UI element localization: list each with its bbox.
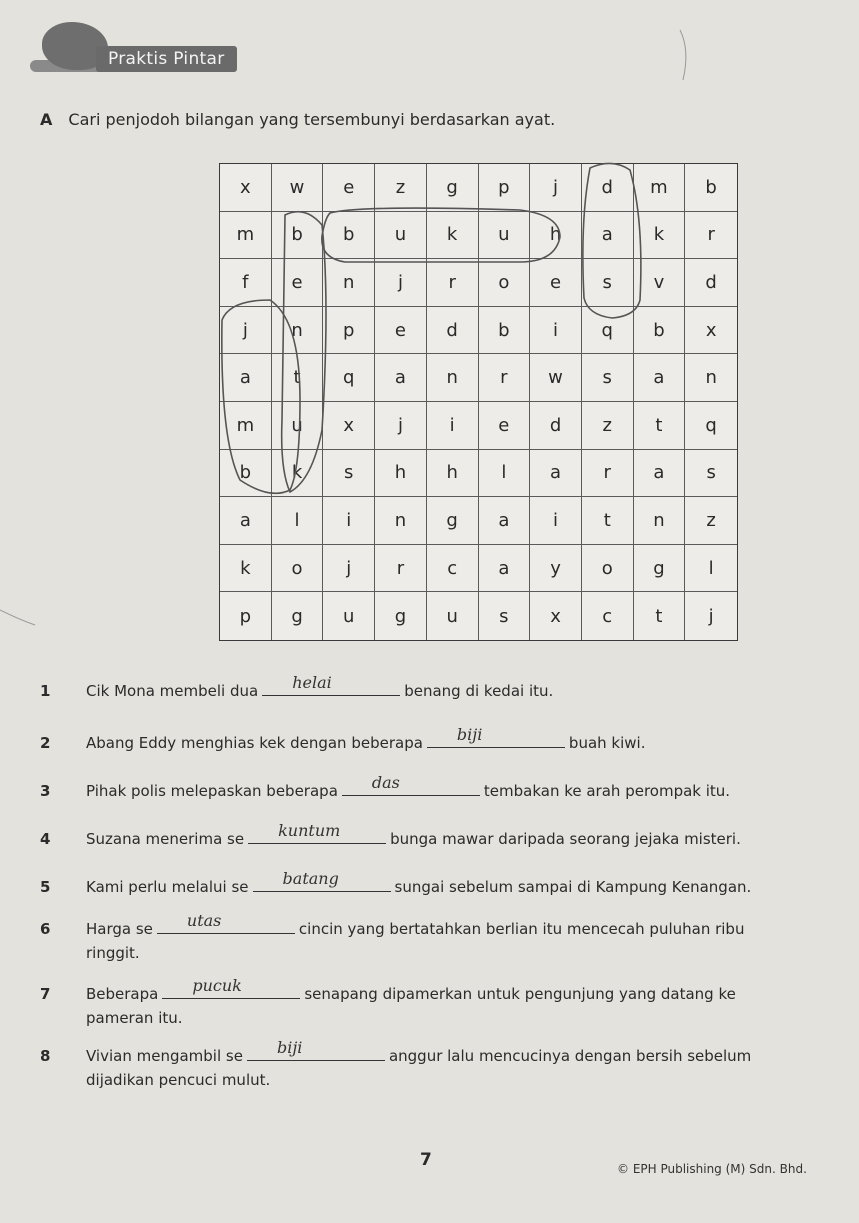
grid-cell[interactable]: a <box>220 497 272 545</box>
question-text-before: Pihak polis melepaskan beberapa <box>86 782 338 800</box>
grid-cell[interactable]: u <box>375 212 427 260</box>
page-corner-sketch <box>680 30 686 80</box>
handwritten-answer: utas <box>186 911 222 930</box>
grid-cell[interactable]: i <box>530 497 582 545</box>
answer-blank[interactable] <box>253 869 391 892</box>
question-3 <box>40 773 830 802</box>
handwritten-answer: das <box>371 773 400 792</box>
grid-cell[interactable]: u <box>479 212 531 260</box>
handwritten-answer: helai <box>292 673 332 692</box>
question-text-after: anggur lalu mencucinya dengan bersih sebelum <box>388 1047 752 1065</box>
grid-cell[interactable]: a <box>582 212 634 260</box>
grid-cell[interactable]: s <box>323 450 375 498</box>
question-text-before: Kami perlu melalui se <box>86 878 249 896</box>
question-text-after: buah kiwi. <box>568 734 646 752</box>
grid-cell[interactable]: s <box>582 259 634 307</box>
copyright-notice: © EPH Publishing (M) Sdn. Bhd. <box>617 1162 807 1176</box>
grid-cell[interactable]: u <box>272 402 324 450</box>
grid-cell[interactable]: l <box>685 545 737 593</box>
question-text-after: benang di kedai itu. <box>404 682 554 700</box>
grid-cell[interactable]: j <box>323 545 375 593</box>
grid-cell[interactable]: r <box>685 212 737 260</box>
grid-cell[interactable]: o <box>272 545 324 593</box>
grid-cell[interactable]: j <box>375 259 427 307</box>
grid-cell[interactable]: b <box>272 212 324 260</box>
question-text-continued: ringgit. <box>86 944 140 962</box>
grid-cell[interactable]: o <box>479 259 531 307</box>
question-text-after: cincin yang bertatahkan berlian itu mencecah puluhan ribu <box>298 920 745 938</box>
question-number: 5 <box>40 878 51 896</box>
grid-cell[interactable]: t <box>582 497 634 545</box>
question-6 <box>40 911 830 964</box>
grid-cell[interactable]: n <box>427 354 479 402</box>
grid-cell[interactable]: d <box>530 402 582 450</box>
grid-cell[interactable]: m <box>220 402 272 450</box>
question-5 <box>40 869 830 898</box>
section-letter: A <box>40 110 53 129</box>
grid-cell[interactable]: j <box>220 307 272 355</box>
question-number: 8 <box>40 1047 51 1065</box>
grid-cell[interactable]: i <box>427 402 479 450</box>
grid-cell[interactable]: u <box>323 592 375 640</box>
word-search-grid <box>219 163 738 641</box>
grid-cell[interactable]: v <box>634 259 686 307</box>
answer-blank[interactable] <box>342 773 480 796</box>
handwritten-answer: biji <box>276 1038 303 1057</box>
question-number: 2 <box>40 734 51 752</box>
question-8 <box>40 1038 830 1091</box>
grid-cell[interactable]: e <box>375 307 427 355</box>
grid-cell[interactable]: i <box>323 497 375 545</box>
answer-blank[interactable] <box>162 976 300 999</box>
handwritten-answer: pucuk <box>192 976 242 995</box>
grid-cell[interactable]: m <box>220 212 272 260</box>
grid-cell[interactable]: m <box>634 164 686 212</box>
page-left-sketch <box>0 610 35 625</box>
grid-cell[interactable]: g <box>427 164 479 212</box>
grid-cell[interactable]: r <box>375 545 427 593</box>
grid-cell[interactable]: a <box>530 450 582 498</box>
question-number: 6 <box>40 920 51 938</box>
grid-cell[interactable]: n <box>685 354 737 402</box>
grid-cell[interactable]: g <box>427 497 479 545</box>
grid-cell[interactable]: w <box>272 164 324 212</box>
grid-cell[interactable]: q <box>582 307 634 355</box>
grid-cell[interactable]: u <box>427 592 479 640</box>
grid-cell[interactable]: b <box>479 307 531 355</box>
grid-cell[interactable]: a <box>634 450 686 498</box>
answer-blank[interactable] <box>157 911 295 934</box>
praktis-pintar-badge: Praktis Pintar <box>96 46 237 72</box>
grid-cell[interactable]: p <box>323 307 375 355</box>
question-text-after: tembakan ke arah perompak itu. <box>483 782 731 800</box>
question-text-continued: dijadikan pencuci mulut. <box>86 1071 271 1089</box>
grid-cell[interactable]: s <box>685 450 737 498</box>
grid-cell[interactable]: p <box>220 592 272 640</box>
grid-cell[interactable]: x <box>323 402 375 450</box>
grid-cell[interactable]: p <box>479 164 531 212</box>
grid-cell[interactable]: a <box>375 354 427 402</box>
grid-cell[interactable]: o <box>582 545 634 593</box>
grid-cell[interactable]: b <box>634 307 686 355</box>
answer-blank[interactable] <box>247 1038 385 1061</box>
grid-cell[interactable]: b <box>220 450 272 498</box>
grid-cell[interactable]: x <box>530 592 582 640</box>
answer-blank[interactable] <box>262 673 400 696</box>
question-text-before: Vivian mengambil se <box>86 1047 243 1065</box>
grid-cell[interactable]: q <box>323 354 375 402</box>
question-text-before: Abang Eddy menghias kek dengan beberapa <box>86 734 423 752</box>
grid-cell[interactable]: g <box>375 592 427 640</box>
grid-cell[interactable]: q <box>685 402 737 450</box>
grid-cell[interactable]: z <box>582 402 634 450</box>
grid-cell[interactable]: t <box>634 402 686 450</box>
question-text-continued: pameran itu. <box>86 1009 183 1027</box>
question-text-after: bunga mawar daripada seorang jejaka misteri. <box>390 830 741 848</box>
grid-cell[interactable]: h <box>375 450 427 498</box>
question-1 <box>40 673 830 702</box>
grid-cell[interactable]: j <box>708 605 714 627</box>
grid-cell[interactable]: e <box>272 259 324 307</box>
grid-cell[interactable]: k <box>427 212 479 260</box>
grid-cell[interactable]: d <box>582 164 634 212</box>
question-text-after: senapang dipamerkan untuk pengunjung yang datang ke <box>304 985 736 1003</box>
grid-cell[interactable]: l <box>272 497 324 545</box>
grid-cell[interactable]: c <box>582 592 634 640</box>
question-number: 3 <box>40 782 51 800</box>
question-number: 1 <box>40 682 51 700</box>
grid-cell[interactable]: z <box>375 164 427 212</box>
question-2 <box>40 725 830 754</box>
grid-cell[interactable]: c <box>427 545 479 593</box>
grid-cell[interactable]: b <box>323 212 375 260</box>
question-7 <box>40 976 830 1029</box>
page-number: 7 <box>420 1150 432 1170</box>
grid-cell[interactable]: e <box>530 259 582 307</box>
question-text-before: Suzana menerima se <box>86 830 245 848</box>
grid-cell[interactable]: h <box>530 212 582 260</box>
grid-cell[interactable]: g <box>634 545 686 593</box>
grid-cell[interactable]: j <box>530 164 582 212</box>
question-number: 4 <box>40 830 51 848</box>
handwritten-answer: batang <box>282 869 339 888</box>
grid-cell[interactable]: h <box>427 450 479 498</box>
grid-cell[interactable]: s <box>479 592 531 640</box>
grid-cell[interactable]: n <box>272 307 324 355</box>
grid-cell[interactable]: y <box>530 545 582 593</box>
grid-cell[interactable]: a <box>479 497 531 545</box>
question-text-before: Cik Mona membeli dua <box>86 682 259 700</box>
grid-cell[interactable]: b <box>685 164 737 212</box>
answer-blank[interactable] <box>427 725 565 748</box>
grid-cell[interactable]: t <box>272 354 324 402</box>
question-number: 7 <box>40 985 51 1003</box>
grid-cell[interactable]: a <box>479 545 531 593</box>
question-text-after: sungai sebelum sampai di Kampung Kenangan. <box>394 878 752 896</box>
answer-blank[interactable] <box>248 821 386 844</box>
grid-cell[interactable]: n <box>323 259 375 307</box>
question-text-before: Beberapa <box>86 985 159 1003</box>
section-instruction: Cari penjodoh bilangan yang tersembunyi berdasarkan ayat. <box>68 110 556 129</box>
grid-cell[interactable]: k <box>220 545 272 593</box>
section-heading <box>40 110 555 129</box>
handwritten-answer: biji <box>456 725 483 744</box>
grid-cell[interactable]: k <box>272 450 324 498</box>
grid-cell[interactable]: r <box>582 450 634 498</box>
grid-cell[interactable]: x <box>220 164 272 212</box>
handwritten-answer: kuntum <box>278 821 341 840</box>
question-4 <box>40 821 830 850</box>
grid-cell[interactable]: n <box>634 497 686 545</box>
grid-cell[interactable]: f <box>220 259 272 307</box>
grid-cell[interactable]: l <box>479 450 531 498</box>
grid-cell[interactable]: e <box>479 402 531 450</box>
grid-cell[interactable]: a <box>634 354 686 402</box>
grid-cell[interactable]: a <box>220 354 272 402</box>
grid-cell[interactable]: i <box>530 307 582 355</box>
grid-cell[interactable]: d <box>685 259 737 307</box>
grid-cell[interactable]: x <box>685 307 737 355</box>
grid-cell[interactable]: r <box>479 354 531 402</box>
grid-cell[interactable]: w <box>530 354 582 402</box>
question-text-before: Harga se <box>86 920 153 938</box>
grid-cell[interactable]: d <box>427 307 479 355</box>
grid-cell[interactable]: s <box>582 354 634 402</box>
grid-cell[interactable]: n <box>375 497 427 545</box>
grid-cell[interactable]: g <box>272 592 324 640</box>
grid-cell[interactable]: r <box>427 259 479 307</box>
grid-cell[interactable]: z <box>685 497 737 545</box>
grid-cell[interactable]: e <box>323 164 375 212</box>
grid-cell[interactable]: t <box>634 592 686 640</box>
grid-cell[interactable]: k <box>634 212 686 260</box>
grid-cell[interactable]: j <box>375 402 427 450</box>
